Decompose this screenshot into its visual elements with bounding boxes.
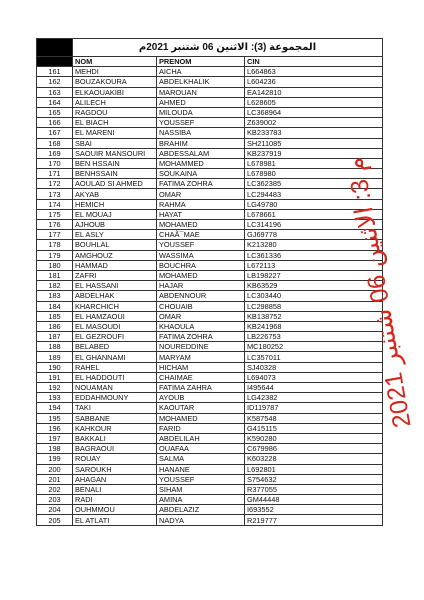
row-nom: AOULAD SI AHMED xyxy=(73,179,157,189)
row-number: 203 xyxy=(37,495,73,505)
row-nom: BELABED xyxy=(73,342,157,352)
row-prenom: WASSIMA xyxy=(157,250,245,260)
row-cin: R219777 xyxy=(245,515,383,525)
row-nom: MEHDI xyxy=(73,67,157,77)
row-number: 187 xyxy=(37,332,73,342)
row-cin: K213280 xyxy=(245,240,383,250)
row-prenom: CHOUAIB xyxy=(157,301,245,311)
row-cin: KB138752 xyxy=(245,311,383,321)
row-nom: EL HADDOUTI xyxy=(73,372,157,382)
row-number: 166 xyxy=(37,118,73,128)
row-prenom: KAOUTAR xyxy=(157,403,245,413)
row-cin: K603228 xyxy=(245,454,383,464)
row-number: 184 xyxy=(37,301,73,311)
row-prenom: FATIMA ZAHRA xyxy=(157,383,245,393)
row-prenom: CHAÃ¯MAE xyxy=(157,230,245,240)
row-number: 192 xyxy=(37,383,73,393)
row-nom: EL MARENI xyxy=(73,128,157,138)
row-number: 201 xyxy=(37,474,73,484)
row-prenom: AYOUB xyxy=(157,393,245,403)
row-number: 193 xyxy=(37,393,73,403)
row-prenom: NOUREDDINE xyxy=(157,342,245,352)
row-cin: LC357011 xyxy=(245,352,383,362)
table-row xyxy=(37,67,383,77)
row-number: 191 xyxy=(37,372,73,382)
row-nom: ABDELHAK xyxy=(73,291,157,301)
row-number: 197 xyxy=(37,433,73,443)
row-prenom: CHAIMAE xyxy=(157,372,245,382)
row-nom: EL GEZROUFI xyxy=(73,332,157,342)
row-cin: L664863 xyxy=(245,67,383,77)
row-nom: BAKKALI xyxy=(73,433,157,443)
row-number: 182 xyxy=(37,281,73,291)
row-cin: K590280 xyxy=(245,433,383,443)
row-cin: LC314196 xyxy=(245,220,383,230)
row-prenom: ABDELILAH xyxy=(157,433,245,443)
row-nom: ELKAOUAKIBI xyxy=(73,87,157,97)
row-number: 170 xyxy=(37,158,73,168)
row-cin: MC180252 xyxy=(245,342,383,352)
row-cin: L628605 xyxy=(245,97,383,107)
row-prenom: HAJAR xyxy=(157,281,245,291)
row-cin: Z639002 xyxy=(245,118,383,128)
row-number: 204 xyxy=(37,505,73,515)
row-nom: AJHOUB xyxy=(73,220,157,230)
handwritten-date-annotation xyxy=(323,150,423,590)
row-number: 172 xyxy=(37,179,73,189)
row-cin: LG49780 xyxy=(245,199,383,209)
row-prenom: BOUCHRA xyxy=(157,260,245,270)
row-nom: ALILECH xyxy=(73,97,157,107)
row-prenom: ABDESSALAM xyxy=(157,148,245,158)
row-prenom: HAYAT xyxy=(157,209,245,219)
row-cin: LC298858 xyxy=(245,301,383,311)
row-cin: SH211085 xyxy=(245,138,383,148)
row-nom: AKYAB xyxy=(73,189,157,199)
row-cin: LB226753 xyxy=(245,332,383,342)
row-cin: SJ40328 xyxy=(245,362,383,372)
row-nom: RAGDOU xyxy=(73,107,157,117)
row-number: 196 xyxy=(37,423,73,433)
row-cin: LC362385 xyxy=(245,179,383,189)
row-nom: EL ATLATI xyxy=(73,515,157,525)
row-nom: SABBANE xyxy=(73,413,157,423)
row-number: 186 xyxy=(37,321,73,331)
row-cin: KB237919 xyxy=(245,148,383,158)
row-nom: ZAFRI xyxy=(73,270,157,280)
row-cin: LB198227 xyxy=(245,270,383,280)
row-prenom: HICHAM xyxy=(157,362,245,372)
row-cin: LC361336 xyxy=(245,250,383,260)
column-header-cin: CIN xyxy=(245,57,383,67)
row-prenom: SOUKAINA xyxy=(157,169,245,179)
row-prenom: ABDENNOUR xyxy=(157,291,245,301)
row-prenom: MOHAMED xyxy=(157,413,245,423)
row-nom: BEN HSSAIN xyxy=(73,158,157,168)
row-prenom: YOUSSEF xyxy=(157,240,245,250)
row-cin: L692801 xyxy=(245,464,383,474)
row-number: 175 xyxy=(37,209,73,219)
row-number: 161 xyxy=(37,67,73,77)
row-nom: HEMICH xyxy=(73,199,157,209)
row-number: 195 xyxy=(37,413,73,423)
row-number: 163 xyxy=(37,87,73,97)
row-prenom: ABDELAZIZ xyxy=(157,505,245,515)
row-prenom: AHMED xyxy=(157,97,245,107)
row-prenom: MOHAMED xyxy=(157,220,245,230)
row-cin: L678981 xyxy=(245,158,383,168)
row-prenom: NASSIBA xyxy=(157,128,245,138)
row-prenom: YOUSSEF xyxy=(157,474,245,484)
row-number: 188 xyxy=(37,342,73,352)
row-nom: BAGRAOUI xyxy=(73,444,157,454)
row-number: 200 xyxy=(37,464,73,474)
row-prenom: OMAR xyxy=(157,311,245,321)
row-number: 177 xyxy=(37,230,73,240)
row-cin: L672113 xyxy=(245,260,383,270)
row-nom: AMGHOUZ xyxy=(73,250,157,260)
row-cin: EA142810 xyxy=(245,87,383,97)
row-number: 174 xyxy=(37,199,73,209)
row-cin: L678980 xyxy=(245,169,383,179)
row-prenom: FATIMA ZOHRA xyxy=(157,332,245,342)
table-row xyxy=(37,128,383,138)
row-nom: EDDAHMOUNY xyxy=(73,393,157,403)
row-prenom: MILOUDA xyxy=(157,107,245,117)
row-cin: I495644 xyxy=(245,383,383,393)
row-nom: EL MOUAJ xyxy=(73,209,157,219)
row-number: 165 xyxy=(37,107,73,117)
row-nom: KHARCHICH xyxy=(73,301,157,311)
row-cin: L678661 xyxy=(245,209,383,219)
row-prenom: FARID xyxy=(157,423,245,433)
row-nom: EL HASSANI xyxy=(73,281,157,291)
row-number: 171 xyxy=(37,169,73,179)
corner-cell xyxy=(37,39,73,57)
row-nom: EL BIACH xyxy=(73,118,157,128)
row-prenom: OMAR xyxy=(157,189,245,199)
table-row xyxy=(37,87,383,97)
row-nom: RADI xyxy=(73,495,157,505)
row-prenom: MARYAM xyxy=(157,352,245,362)
row-prenom: FATIMA ZOHRA xyxy=(157,179,245,189)
row-nom: AHAGAN xyxy=(73,474,157,484)
row-nom: EL GHANNAMI xyxy=(73,352,157,362)
row-cin: LC368964 xyxy=(245,107,383,117)
row-nom: NOUAMAN xyxy=(73,383,157,393)
row-number: 198 xyxy=(37,444,73,454)
row-cin: I693552 xyxy=(245,505,383,515)
row-nom: OUHMMOU xyxy=(73,505,157,515)
row-number: 183 xyxy=(37,291,73,301)
row-number: 164 xyxy=(37,97,73,107)
row-prenom: HANANE xyxy=(157,464,245,474)
number-header-cell xyxy=(37,57,73,67)
group-title: المجموعة (3): الاثنين 06 شتنبر 2021م xyxy=(73,39,383,57)
row-number: 173 xyxy=(37,189,73,199)
group-title-row xyxy=(37,39,383,57)
table-row xyxy=(37,97,383,107)
row-prenom: AICHA xyxy=(157,67,245,77)
row-number: 169 xyxy=(37,148,73,158)
row-cin: LC294483 xyxy=(245,189,383,199)
row-nom: SBAI xyxy=(73,138,157,148)
row-prenom: KHAOULA xyxy=(157,321,245,331)
row-prenom: MAROUAN xyxy=(157,87,245,97)
column-header-row xyxy=(37,57,383,67)
row-number: 202 xyxy=(37,484,73,494)
annotation-text: م 3: الاثنين 06 شتنبر 2021 xyxy=(341,154,417,430)
column-header-prenom: PRENOM xyxy=(157,57,245,67)
row-cin: G415115 xyxy=(245,423,383,433)
row-nom: TAKI xyxy=(73,403,157,413)
row-cin: GM44448 xyxy=(245,495,383,505)
row-nom: BENHSSAIN xyxy=(73,169,157,179)
row-cin: L604236 xyxy=(245,77,383,87)
table-row xyxy=(37,77,383,87)
row-cin: LG42382 xyxy=(245,393,383,403)
row-number: 168 xyxy=(37,138,73,148)
row-nom: SAROUKH xyxy=(73,464,157,474)
row-number: 162 xyxy=(37,77,73,87)
row-nom: BOUHLAL xyxy=(73,240,157,250)
table-row xyxy=(37,107,383,117)
row-prenom: SALMA xyxy=(157,454,245,464)
row-nom: EL ASLY xyxy=(73,230,157,240)
row-number: 181 xyxy=(37,270,73,280)
row-cin: KB241968 xyxy=(245,321,383,331)
row-prenom: RAHMA xyxy=(157,199,245,209)
row-number: 167 xyxy=(37,128,73,138)
row-prenom: OUAFAA xyxy=(157,444,245,454)
row-prenom: AMINA xyxy=(157,495,245,505)
row-nom: BOUZAKOURA xyxy=(73,77,157,87)
row-number: 194 xyxy=(37,403,73,413)
row-cin: K587548 xyxy=(245,413,383,423)
row-cin: C679986 xyxy=(245,444,383,454)
row-cin: R377055 xyxy=(245,484,383,494)
row-prenom: NADYA xyxy=(157,515,245,525)
row-number: 178 xyxy=(37,240,73,250)
row-number: 180 xyxy=(37,260,73,270)
table-row xyxy=(37,118,383,128)
row-nom: KAHKOUR xyxy=(73,423,157,433)
row-nom: RAHEL xyxy=(73,362,157,372)
row-number: 176 xyxy=(37,220,73,230)
row-cin: ID119787 xyxy=(245,403,383,413)
row-cin: KB233783 xyxy=(245,128,383,138)
row-number: 205 xyxy=(37,515,73,525)
row-prenom: SIHAM xyxy=(157,484,245,494)
column-header-nom: NOM xyxy=(73,57,157,67)
row-number: 199 xyxy=(37,454,73,464)
row-cin: S754632 xyxy=(245,474,383,484)
row-prenom: MOHAMMED xyxy=(157,158,245,168)
row-number: 190 xyxy=(37,362,73,372)
row-number: 179 xyxy=(37,250,73,260)
row-nom: EL HAMZAOUI xyxy=(73,311,157,321)
row-cin: LC303440 xyxy=(245,291,383,301)
row-nom: SAOUIR MANSOURI xyxy=(73,148,157,158)
row-cin: KB63529 xyxy=(245,281,383,291)
row-cin: L694073 xyxy=(245,372,383,382)
row-prenom: YOUSSEF xyxy=(157,118,245,128)
row-number: 189 xyxy=(37,352,73,362)
row-nom: HAMMAD xyxy=(73,260,157,270)
row-prenom: ABDELKHALIK xyxy=(157,77,245,87)
row-cin: GJ69778 xyxy=(245,230,383,240)
row-nom: BENALI xyxy=(73,484,157,494)
row-prenom: MOHAMED xyxy=(157,270,245,280)
row-prenom: BRAHIM xyxy=(157,138,245,148)
table-row xyxy=(37,138,383,148)
row-nom: ROUAY xyxy=(73,454,157,464)
row-number: 185 xyxy=(37,311,73,321)
row-nom: EL MASOUDI xyxy=(73,321,157,331)
